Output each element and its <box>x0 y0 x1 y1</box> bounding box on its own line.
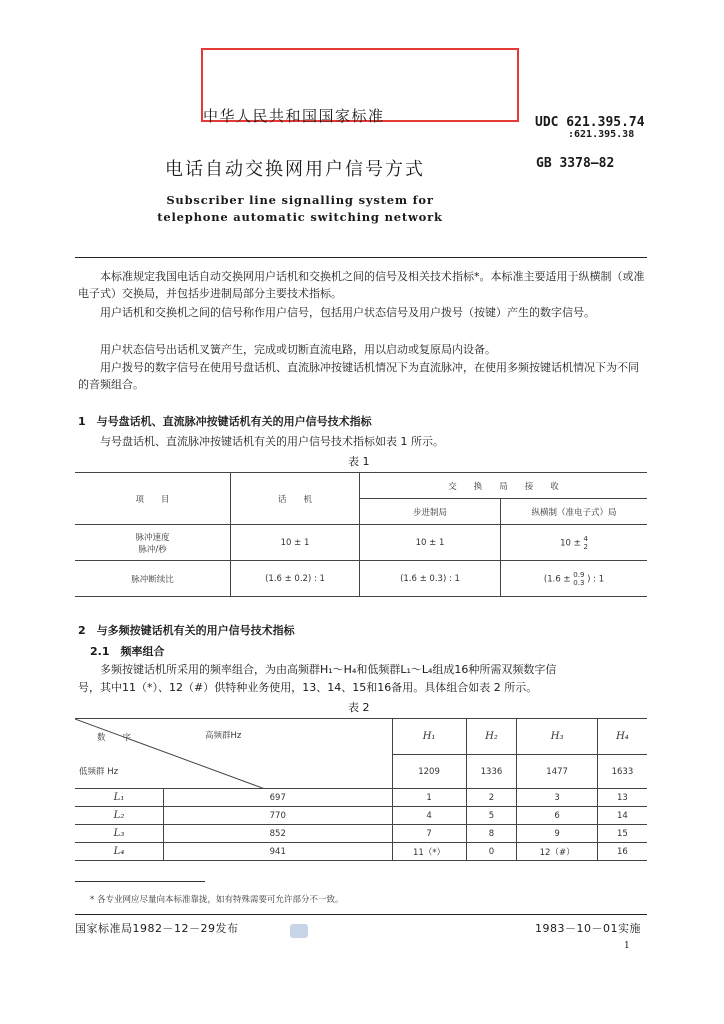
t1-cell-item <box>75 525 231 561</box>
implement-date: 1983－10－01实施 <box>535 922 641 935</box>
page-number: 1 <box>624 941 630 951</box>
t1-crossbar-tolerance <box>573 571 584 587</box>
t2-high-freq-1: 1209 <box>392 755 466 789</box>
udc-code: UDC 621.395.74 <box>535 115 645 130</box>
gb-number: GB 3378—82 <box>536 156 615 171</box>
publisher-logo-icon <box>290 924 308 938</box>
table-row <box>75 525 647 561</box>
t1-cell-phone: 10 ± 1 <box>231 525 360 561</box>
t2-low-label: L₄ <box>75 843 164 861</box>
t1-item-line2: 脉冲/秒 <box>138 544 167 555</box>
t2-digit: 7 <box>392 825 466 843</box>
t1-crossbar-den: 0.3 <box>573 578 585 587</box>
t1-crossbar-tolerance <box>583 535 587 551</box>
t2-low-freq: 697 <box>164 789 393 807</box>
t2-corner-digit: 数 字 <box>97 733 132 743</box>
t2-low-label: L₁ <box>75 789 164 807</box>
section-2-1-heading: 2.1 频率组合 <box>90 645 165 658</box>
section-2-heading: 2 与多频按键话机有关的用户信号技术指标 <box>78 624 295 637</box>
intro-paragraph-4: 用户拨号的数字信号在使用号盘话机、直流脉冲按键话机情况下为直流脉冲，在使用多频按键话机情况下为不同的音频组合。 <box>78 361 639 391</box>
table-2 <box>75 718 647 861</box>
footnote-divider <box>75 881 205 882</box>
section-1-heading: 1 与号盘话机、直流脉冲按键话机有关的用户信号技术指标 <box>78 415 372 428</box>
t2-digit: 5 <box>466 807 517 825</box>
t2-digit: 13 <box>597 789 647 807</box>
t1-header-exchange: 交 换 局 接 收 <box>360 473 648 499</box>
t2-high-group-4: H₄ <box>597 719 647 755</box>
table-row <box>75 843 647 861</box>
section-1-text: 与号盘话机、直流脉冲按键话机有关的用户信号技术指标如表 1 所示。 <box>100 435 444 448</box>
t2-high-freq-3: 1477 <box>517 755 598 789</box>
section-2-text-line2: 号，其中11（*）、12（#）供特种业务使用，13、14、15和16备用。具体组合如表 2 所示。 <box>78 681 538 694</box>
table-row <box>75 789 647 807</box>
t2-digit: 12（#） <box>517 843 598 861</box>
t1-crossbar-num: 0.9 <box>573 570 585 579</box>
table-2-caption: 表 2 <box>348 701 370 714</box>
t2-low-freq: 852 <box>164 825 393 843</box>
t2-corner-low: 低频群 Hz <box>79 767 119 777</box>
t1-cell-phone: (1.6 ± 0.2) : 1 <box>231 561 360 597</box>
t2-low-freq: 770 <box>164 807 393 825</box>
t1-cell-item: 脉冲断续比 <box>75 561 231 597</box>
t2-digit: 3 <box>517 789 598 807</box>
t1-crossbar-num: 4 <box>583 534 588 543</box>
t1-crossbar-tail: ) : 1 <box>587 574 605 584</box>
t1-crossbar-base: 10 ± <box>560 538 581 548</box>
t2-digit: 9 <box>517 825 598 843</box>
table-1 <box>75 472 647 597</box>
t2-low-label: L₂ <box>75 807 164 825</box>
t2-corner <box>75 719 392 789</box>
t2-corner-high: 高频群Hz <box>205 731 242 741</box>
t1-crossbar-den: 2 <box>583 542 588 551</box>
t2-digit: 15 <box>597 825 647 843</box>
t1-item-line1: 脉冲速度 <box>135 532 170 543</box>
intro-paragraph-2: 用户话机和交换机之间的信号称作用户信号，包括用户状态信号及用户拨号（按键）产生的数字信号。 <box>100 306 595 319</box>
t1-crossbar-base: (1.6 ± <box>543 574 571 584</box>
t2-digit: 4 <box>392 807 466 825</box>
t2-high-group-2: H₂ <box>466 719 517 755</box>
t1-header-crossbar: 纵横制（准电子式）局 <box>501 499 648 525</box>
intro-paragraph-3: 用户状态信号出话机叉簧产生，完成或切断直流电路，用以启动或复原局内设备。 <box>100 343 496 356</box>
t1-header-phone: 话 机 <box>231 473 360 525</box>
english-title <box>150 192 450 226</box>
t2-digit: 8 <box>466 825 517 843</box>
table-row <box>75 825 647 843</box>
intro-paragraph-1: 本标准规定我国电话自动交换网用户话机和交换机之间的信号及相关技术指标*。本标准主要适用于纵横制（或准电子式）交换局，并包括步进制局部分主要技术指标。 <box>78 270 645 300</box>
table-row <box>75 561 647 597</box>
t2-high-freq-4: 1633 <box>597 755 647 789</box>
t1-header-step: 步进制局 <box>360 499 501 525</box>
t2-digit: 6 <box>517 807 598 825</box>
standard-name: 中华人民共和国国家标准 <box>203 107 385 125</box>
footnote: * 各专业网应尽量向本标准靠拢，如有特殊需要可允许部分不一致。 <box>90 895 344 905</box>
t2-high-group-1: H₁ <box>392 719 466 755</box>
header-divider <box>75 257 647 258</box>
publish-date: 国家标准局1982－12－29发布 <box>75 922 239 935</box>
t1-cell-step: (1.6 ± 0.3) : 1 <box>360 561 501 597</box>
t1-cell-step: 10 ± 1 <box>360 525 501 561</box>
document-title: 电话自动交换网用户信号方式 <box>165 159 425 180</box>
t1-cell-crossbar <box>501 561 648 597</box>
t1-header-item: 项 目 <box>75 473 231 525</box>
english-title-line2: telephone automatic switching network <box>157 210 443 224</box>
table-1-caption: 表 1 <box>348 455 370 468</box>
t1-cell-crossbar <box>501 525 648 561</box>
t2-low-label: L₃ <box>75 825 164 843</box>
t2-digit: 14 <box>597 807 647 825</box>
t2-digit: 11（*） <box>392 843 466 861</box>
footer-divider <box>75 914 647 915</box>
section-2-text-line1: 多频按键话机所采用的频率组合，为由高频群H₁～H₄和低频群L₁～L₄组成16种所需双频数字信 <box>100 663 557 676</box>
t2-high-freq-2: 1336 <box>466 755 517 789</box>
t2-digit: 0 <box>466 843 517 861</box>
udc-code-secondary: :621.395.38 <box>568 129 635 140</box>
t2-digit: 1 <box>392 789 466 807</box>
english-title-line1: Subscriber line signalling system for <box>166 193 434 207</box>
t2-low-freq: 941 <box>164 843 393 861</box>
table-row <box>75 807 647 825</box>
t2-digit: 2 <box>466 789 517 807</box>
t2-digit: 16 <box>597 843 647 861</box>
t2-high-group-3: H₃ <box>517 719 598 755</box>
